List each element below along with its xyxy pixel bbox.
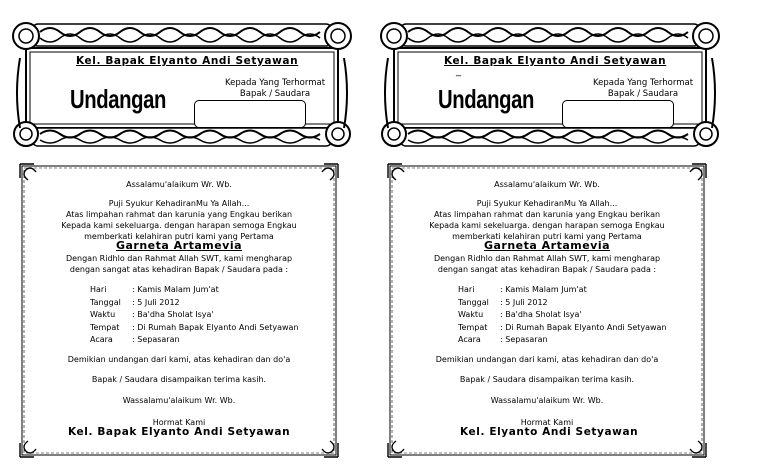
family-name: Kel. Bapak Elyanto Andi Setyawan <box>76 55 299 67</box>
detail-row: Acara : Sepasaran <box>90 335 180 344</box>
detail-row: Acara : Sepasaran <box>458 335 548 344</box>
invite-line-2: dengan sangat atas kehadiran Bapak / Saudara pada : <box>69 265 289 274</box>
signature: Kel. Bapak Elyanto Andi Setyawan <box>68 426 291 438</box>
invitation-title: Undangan <box>70 84 167 114</box>
intro-line-2: Atas limpahan rahmat dan karunia yang Engkau berikan <box>433 210 661 219</box>
family-name: Kel. Bapak Elyanto Andi Setyawan <box>444 55 667 67</box>
regards: Hormat Kami <box>520 418 574 427</box>
detail-row: Tempat : Di Rumah Bapak Elyanto Andi Setyawan <box>90 322 299 332</box>
intro-line-3: Kepada kami sekeluarga. dengan harapan semoga Engkau <box>429 221 665 230</box>
invitation-letter <box>386 162 708 459</box>
recipient-label: Kepada Yang Terhormat Bapak / Saudara <box>592 78 694 99</box>
letter-body <box>386 162 708 459</box>
recipient-address-box <box>194 100 306 128</box>
intro-line-4: memberkati kelahiran putri kami yang Pertama <box>452 232 642 241</box>
detail-row: Hari : Kamis Malam Jum'at <box>90 285 219 294</box>
detail-row: Hari : Kamis Malam Jum'at <box>458 285 587 294</box>
invitation-letter <box>18 162 340 459</box>
intro-line-1: Puji Syukur KehadiranMu Ya Allah... <box>108 199 250 208</box>
letter-body <box>18 162 340 459</box>
intro-line-3: Kepada kami sekeluarga. dengan harapan semoga Engkau <box>61 221 297 230</box>
signature: Kel. Elyanto Andi Setyawan <box>460 426 639 438</box>
closing-line-1: Demikian undangan dari kami, atas kehadiran dan do'a <box>67 355 291 364</box>
regards: Hormat Kami <box>152 418 206 427</box>
detail-row: Waktu : Ba'dha Sholat Isya' <box>458 310 582 319</box>
baby-name: Garneta Artamevia <box>483 239 611 252</box>
recipient-label: Kepada Yang Terhormat Bapak / Saudara <box>224 78 326 99</box>
invite-line-1: Dengan Ridhlo dan Rahmat Allah SWT, kami mengharap <box>433 254 661 263</box>
invitation-title: Undangan <box>438 84 535 114</box>
dash-mark: _ <box>456 66 461 77</box>
detail-row: Tanggal : 5 Juli 2012 <box>90 297 180 307</box>
intro-line-1: Puji Syukur KehadiranMu Ya Allah... <box>476 199 618 208</box>
baby-name: Garneta Artamevia <box>115 239 243 252</box>
detail-row: Waktu : Ba'dha Sholat Isya' <box>90 310 214 319</box>
recipient-address-box <box>562 100 674 128</box>
intro-line-2: Atas limpahan rahmat dan karunia yang Engkau berikan <box>65 210 293 219</box>
event-details <box>458 284 667 347</box>
invite-line-2: dengan sangat atas kehadiran Bapak / Saudara pada : <box>437 265 657 274</box>
closing-line-1: Demikian undangan dari kami, atas kehadiran dan do'a <box>435 355 659 364</box>
invitation-cover <box>12 18 352 148</box>
closing-line-2: Bapak / Saudara disampaikan terima kasih. <box>91 375 267 384</box>
intro-line-4: memberkati kelahiran putri kami yang Pertama <box>84 232 274 241</box>
farewell: Wassalamu'alaikum Wr. Wb. <box>122 396 236 405</box>
greeting: Assalamu'alaikum Wr. Wb. <box>494 180 600 189</box>
invite-line-1: Dengan Ridhlo dan Rahmat Allah SWT, kami mengharap <box>65 254 293 263</box>
invitation-cover <box>380 18 720 148</box>
detail-row: Tempat : Di Rumah Bapak Elyanto Andi Setyawan <box>458 322 667 332</box>
event-details <box>90 284 299 347</box>
detail-row: Tanggal : 5 Juli 2012 <box>458 297 548 307</box>
invitation-card-2 <box>384 0 768 466</box>
closing-line-2: Bapak / Saudara disampaikan terima kasih. <box>459 375 635 384</box>
farewell: Wassalamu'alaikum Wr. Wb. <box>490 396 604 405</box>
greeting: Assalamu'alaikum Wr. Wb. <box>126 180 232 189</box>
